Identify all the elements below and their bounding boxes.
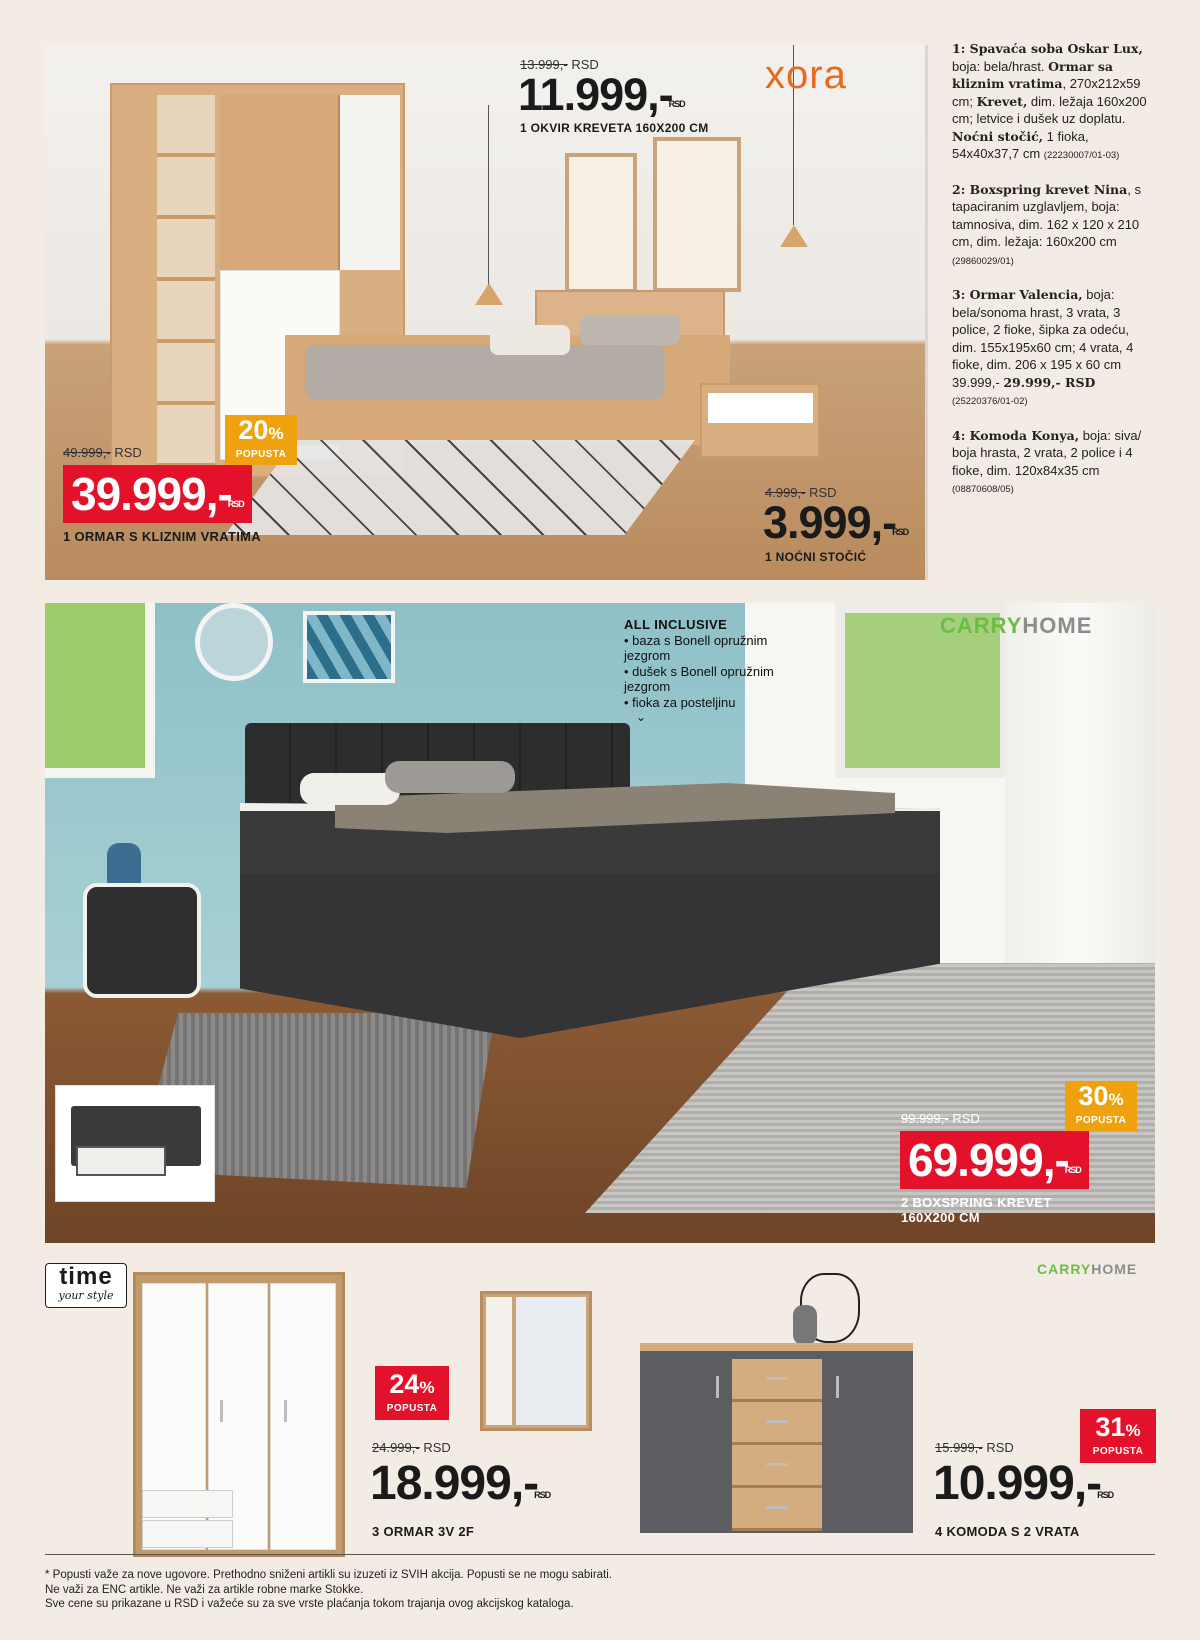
window [45,603,155,778]
wardrobe-interior-image [480,1291,592,1431]
all-inclusive-list [624,617,804,726]
list-item: • fioka za posteljinu [624,694,736,710]
wall-picture [565,153,637,293]
wall-edge [925,45,928,580]
pendant-lamp [475,283,503,305]
product-label: 1 ORMAR S KLIZNIM VRATIMA [63,529,261,544]
footer-line: Sve cene su prikazane u RSD i važeće su za sve vrste plaćanja tokom trajanja ovog akcijskog kataloga. [45,1598,574,1610]
nightstand-drawer [708,393,813,423]
wardrobe-drawer [142,1490,233,1518]
wardrobe-door [220,95,340,270]
old-price: 49.999,- RSD [63,445,142,460]
chevron-down-icon: ⌄ [636,710,647,724]
door-handle [220,1400,223,1422]
wardrobe-shelves [157,95,215,465]
drawer-handle [766,1420,788,1423]
price: 18.999,- RSD [370,1457,551,1510]
nightstand-illustration [700,383,820,458]
old-price: 4.999,- RSD [765,485,837,500]
description-3: 3: Ormar Valencia, boja: bela/sonoma hrast, 3 vrata, 3 police, 2 fioke, šipka za odeću, dim. 155x195x60 cm; 4 vrata, 4 fioke, dim. 206 x 195 x 60 cm 39.999,- 29.999,- RSD (25220376/01-02) [952,287,1134,407]
list-item: • dušek s Bonell opružnim jezgrom [624,663,774,694]
price: 69.999,- RSD [900,1131,1089,1189]
bedding [305,345,665,400]
drawer-thumbnail [76,1146,166,1176]
wardrobe-door [270,1283,336,1550]
old-price: 15.999,- RSD [935,1440,1014,1455]
drawer-handle [766,1377,788,1380]
product-label: 2 BOXSPRING KREVET 160X200 CM [901,1195,1052,1225]
carryhome-logo: CARRYHOME [1037,1261,1138,1277]
door-handle [284,1400,287,1422]
product-label: 1 NOĆNI STOČIĆ [765,550,867,564]
round-mirror [195,603,273,681]
curtain [1005,603,1155,963]
old-price: 99.999,- RSD [901,1111,980,1126]
dresser-illustration [640,1343,913,1533]
price: 3.999,- RSD [763,497,909,548]
wardrobe-drawer [142,1520,233,1548]
pendant-lamp [780,225,808,247]
product-label: 4 KOMODA S 2 VRATA [935,1524,1080,1539]
xora-logo: xora [765,53,847,97]
footer-line: Ne važi za ENC artikle. Ne važi za artikle robne marke Stokke. [45,1583,364,1596]
hanging-clothes [516,1297,586,1425]
pillow [580,315,680,345]
discount-badge: 24% POPUSTA [375,1366,449,1420]
drawer-handle [766,1506,788,1509]
footer-disclaimer [45,1568,845,1612]
price: 39.999,- RSD [63,465,252,523]
time-your-style-logo: time your style [45,1263,127,1308]
old-price: 24.999,- RSD [372,1440,451,1455]
all-inclusive-title: ALL INCLUSIVE [624,617,728,632]
bedroom-hero-image [45,45,928,580]
wall-art [303,611,395,683]
door-handle [836,1376,839,1398]
description-4: 4: Komoda Konya, boja: siva/ boja hrasta, 2 vrata, 2 police i 4 fioke, dim. 120x84x35 cm (08870608/05) [952,427,1142,495]
drawer-handle [766,1463,788,1466]
vase [793,1305,817,1345]
product-label: 1 OKVIR KREVETA 160X200 CM [520,121,709,135]
product-label: 3 ORMAR 3V 2F [372,1524,475,1539]
wardrobe-3-doors-illustration [133,1272,345,1557]
description-1: 1: Spavaća soba Oskar Lux, boja: bela/hrast. Ormar sa kliznim vratima, 270x212x59 cm; Krevet, dim. ležaja 160x200 cm; letvice i dušek uz doplatu. Noćni stočić, 1 fioka, 54x40x37,7 cm (22230007/01-03) [952,41,1147,161]
closet-shelf [486,1297,512,1425]
price: 11.999,- RSD [518,69,685,120]
pillow [490,325,570,355]
wardrobe-door [340,95,400,270]
wall-picture [653,137,741,292]
discount-badge: 20% POPUSTA [225,415,297,465]
carryhome-logo: CARRYHOME [940,613,1093,638]
price: 10.999,- RSD [933,1457,1114,1510]
footer-line: * Popusti važe za nove ugovore. Prethodno sniženi artikli su izuzeti iz SVIH akcija. Popusti se ne mogu sabirati. [45,1569,612,1581]
description-2: 2: Boxspring krevet Nina, s tapaciranim uzglavljem, boja: tamnosiva, dim. 162 x 120 x 210 cm, dim. ležaja: 160x200 cm (29860029/01) [952,181,1141,267]
list-item: • baza s Bonell opružnim jezgrom [624,632,768,663]
side-table [83,883,201,998]
product-descriptions [952,40,1152,515]
lamp-cord [488,105,489,285]
discount-badge: 30% POPUSTA [1065,1081,1137,1131]
discount-badge: 31% POPUSTA [1080,1409,1156,1463]
pillow [385,761,515,793]
door-handle [716,1376,719,1398]
bed-drawer-inset-image [55,1085,215,1202]
boxspring-hero-image [45,603,1155,1243]
old-price: 13.999,- RSD [520,57,599,72]
divider [45,1554,1155,1555]
